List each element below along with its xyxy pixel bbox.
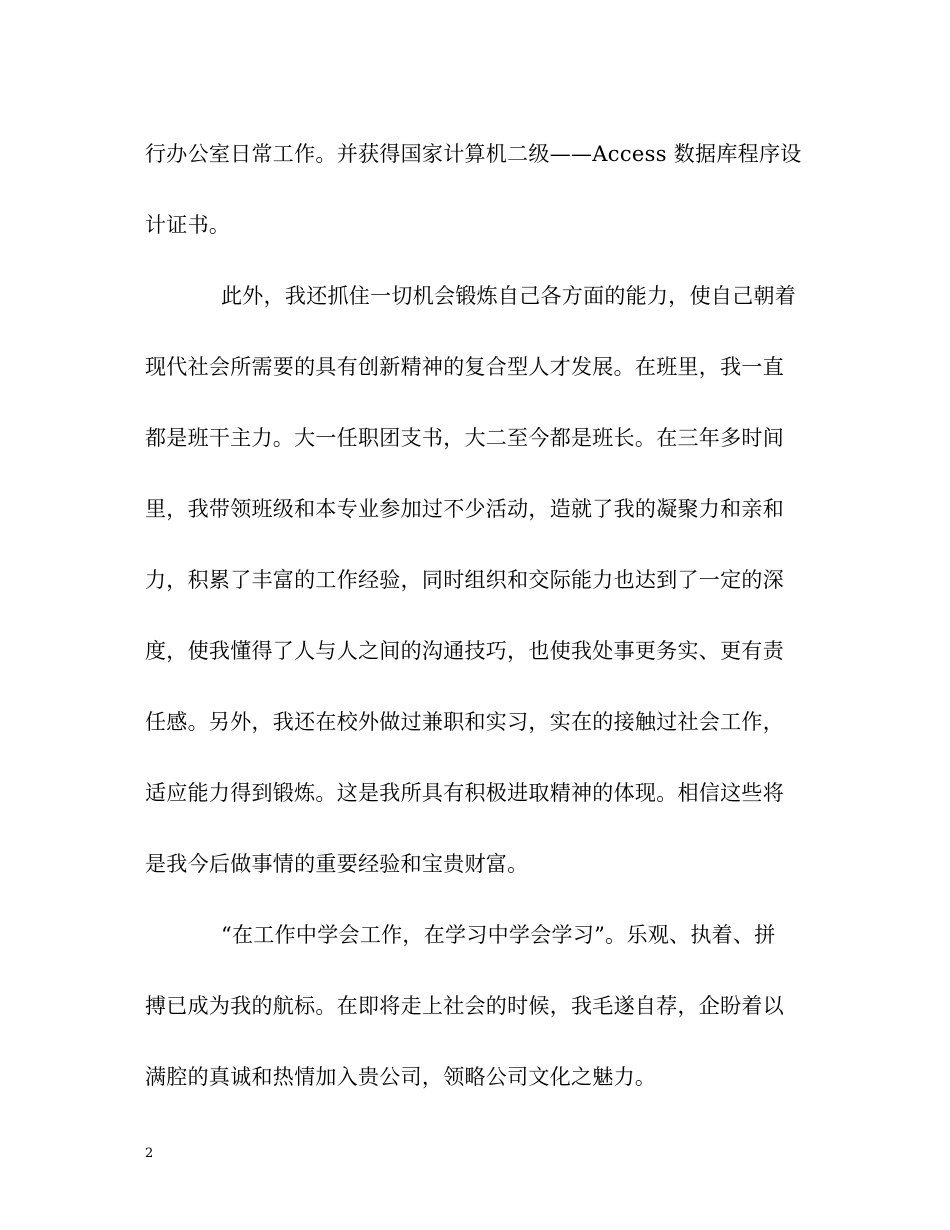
text-line: 度，使我懂得了人与人之间的沟通技巧，也使我处事更务实、更有责 [145, 639, 784, 663]
text-line: 适应能力得到锻炼。这是我所具有积极进取精神的体现。相信这些将 [145, 781, 784, 805]
text-line: 计证书。 [145, 213, 231, 237]
text-line: 力，积累了丰富的工作经验，同时组织和交际能力也达到了一定的深 [145, 568, 784, 592]
text-line: 里，我带领班级和本专业参加过不少活动，造就了我的凝聚力和亲和 [145, 497, 784, 521]
body-text [145, 119, 810, 1113]
text-line: 满腔的真诚和热情加入贵公司，领略公司文化之魅力。 [145, 1065, 657, 1089]
text-line: 搏已成为我的航标。在即将走上社会的时候，我毛遂自荐，企盼着以 [145, 994, 784, 1018]
text-line: 都是班干主力。大一任职团支书，大二至今都是班长。在三年多时间 [145, 426, 784, 450]
text-line: 现代社会所需要的具有创新精神的复合型人才发展。在班里，我一直 [145, 355, 784, 379]
text-line: 行办公室日常工作。并获得国家计算机二级——Access 数据库程序设 [145, 142, 802, 166]
page-number: 2 [145, 1146, 154, 1161]
text-line: 是我今后做事情的重要经验和宝贵财富。 [145, 852, 529, 876]
text-line: 任感。另外，我还在校外做过兼职和实习，实在的接触过社会工作， [145, 710, 784, 734]
paragraph-start-line: 此外，我还抓住一切机会锻炼自己各方面的能力，使自己朝着 [221, 284, 797, 308]
paragraph-start-line: “在工作中学会工作，在学习中学会学习”。乐观、执着、拼 [221, 923, 776, 947]
